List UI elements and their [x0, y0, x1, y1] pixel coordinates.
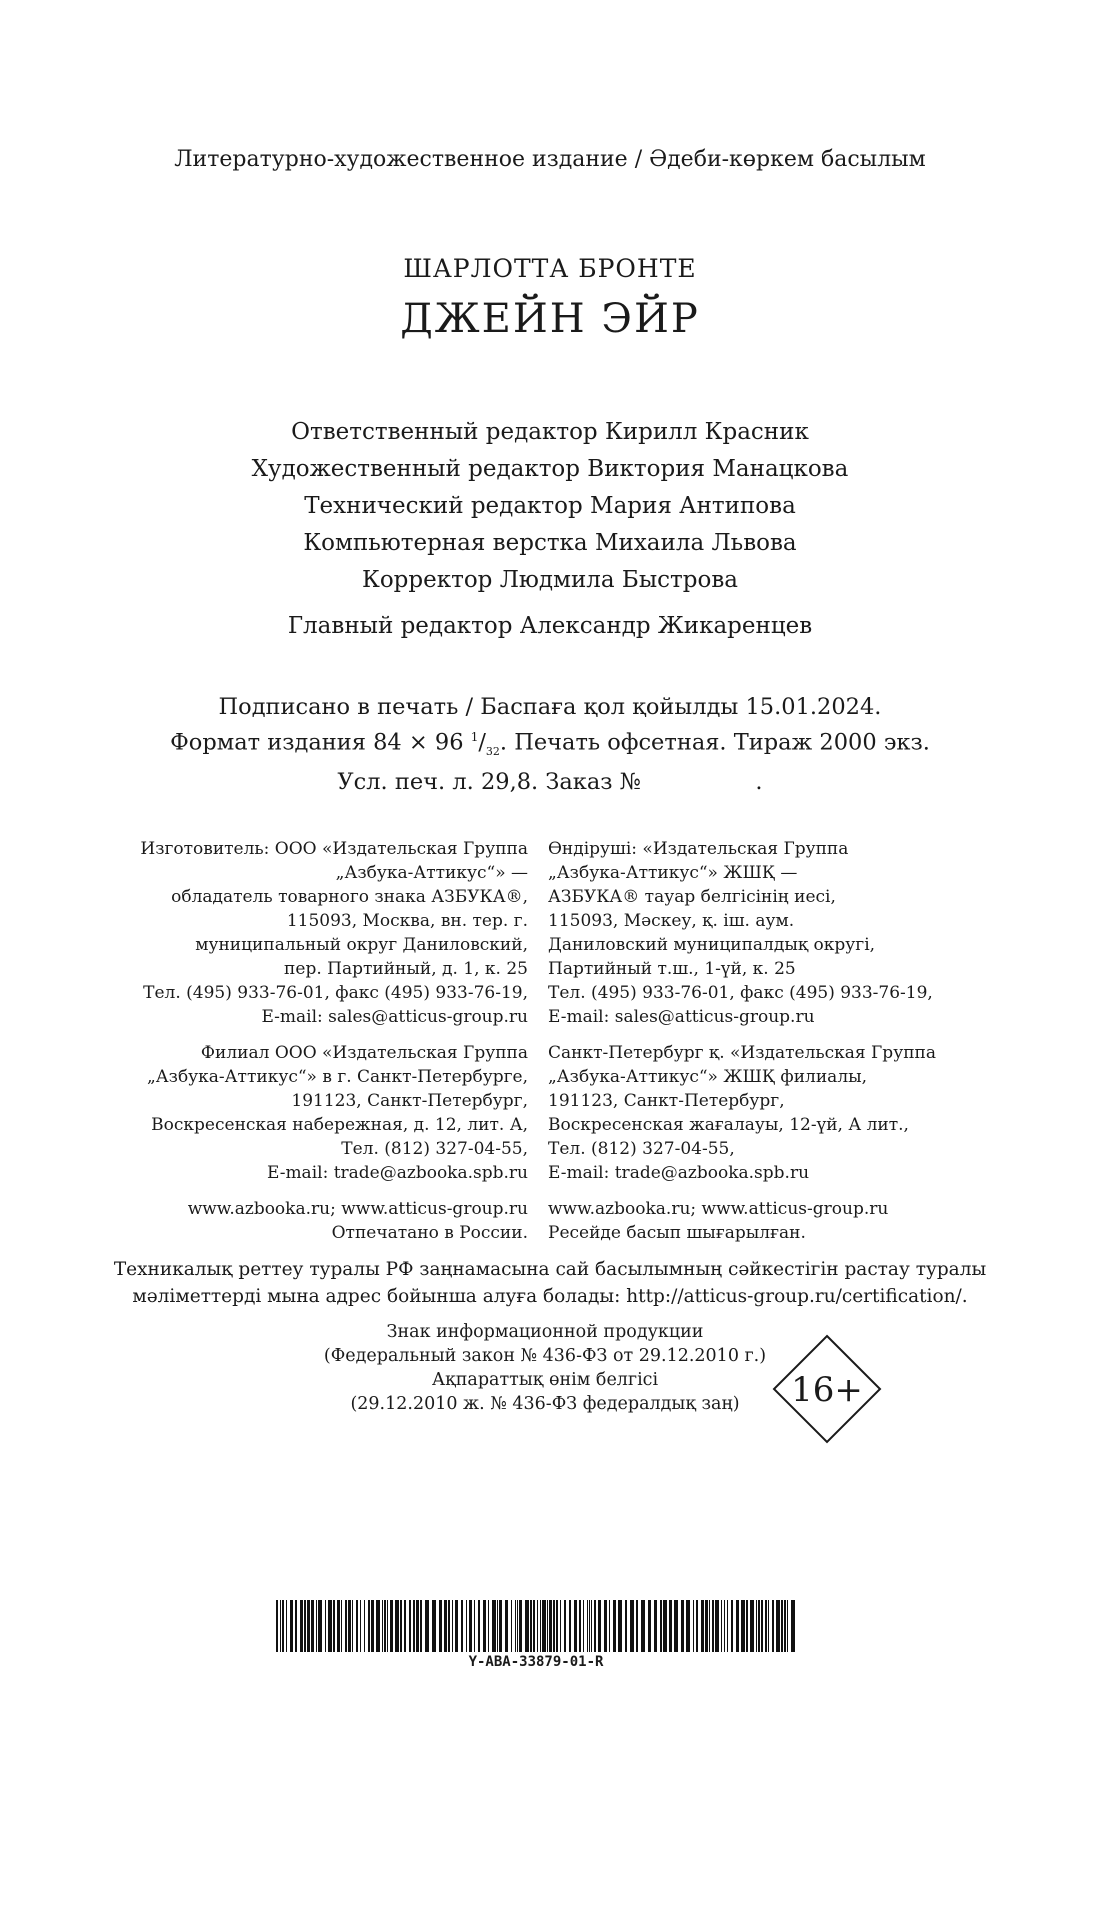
barcode-bar [686, 1600, 690, 1652]
barcode-bar [416, 1600, 419, 1652]
text-line: „Азбука-Аттикус“» — [335, 863, 528, 883]
staff-line: Ответственный редактор Кирилл Красник [291, 419, 809, 445]
branch-kz [548, 1041, 998, 1185]
barcode-bar [497, 1600, 498, 1652]
barcode-bar [328, 1600, 332, 1652]
book-title: ДЖЕЙН ЭЙР [400, 296, 700, 342]
text-line: 191123, Санкт-Петербург, [548, 1091, 785, 1111]
barcode-bar [505, 1600, 508, 1652]
barcode-bar [776, 1600, 780, 1652]
text-line: www.azbooka.ru; www.atticus-group.ru [548, 1199, 889, 1219]
publication-info [0, 692, 1100, 797]
barcode-bar [715, 1600, 719, 1652]
barcode-bar [348, 1600, 351, 1652]
text-line: Изготовитель: ООО «Издательская Группа [140, 839, 528, 859]
text-line: Партийный т.ш., 1-үй, к. 25 [548, 959, 796, 979]
text-line: обладатель товарного знака АЗБУКА®, [171, 887, 528, 907]
barcode-bar [345, 1600, 347, 1652]
barcode-bar [282, 1600, 284, 1652]
barcode-bar [765, 1600, 767, 1652]
format-line: Формат издания 84 × 96 $^1/_{32}$. Печать офсетная. Тираж 2000 экз. [170, 729, 930, 758]
barcode-bar [333, 1600, 335, 1652]
barcode-bar [761, 1600, 763, 1652]
barcode-bar [364, 1600, 365, 1652]
barcode-bar [466, 1600, 467, 1652]
barcode-bar [382, 1600, 383, 1652]
barcode-bar [660, 1600, 662, 1652]
barcode-bar [712, 1600, 714, 1652]
staff-line: Технический редактор Мария Антипова [304, 493, 796, 519]
barcode-bar [387, 1600, 388, 1652]
barcode-bar [721, 1600, 722, 1652]
text-line: Өндіруші: «Издательская Группа [548, 839, 849, 859]
barcode-bar [515, 1600, 516, 1652]
barcode-bar [569, 1600, 571, 1652]
text-line: АЗБУКА® тауар белгісінің иесі, [548, 887, 836, 907]
text-line: Воскресенская жағалауы, 12-үй, А лит., [548, 1115, 909, 1135]
barcode-bar [636, 1600, 638, 1652]
text-line: (29.12.2010 ж. № 436-ФЗ федералдық заң) [350, 1394, 740, 1414]
sheets-line: Усл. печ. л. 29,8. Заказ № . [337, 769, 763, 795]
barcode-bar [724, 1600, 725, 1652]
barcode-bar [630, 1600, 634, 1652]
text-line: Санкт-Петербург қ. «Издательская Группа [548, 1043, 936, 1063]
barcode-bar [530, 1600, 532, 1652]
barcode-bar [540, 1600, 541, 1652]
barcode-bar [589, 1600, 590, 1652]
barcode-bar [625, 1600, 627, 1652]
web-ru [100, 1197, 528, 1245]
text-line: E-mail: sales@atticus-group.ru [261, 1007, 528, 1027]
text-line: 191123, Санкт-Петербург, [291, 1091, 528, 1111]
text-line: Тел. (495) 933-76-01, факс (495) 933-76-19, [548, 983, 933, 1003]
tech-regulation [0, 1256, 1100, 1310]
text-line: 115093, Москва, вн. тер. г. [286, 911, 528, 931]
text-line: Знак информационной продукции [386, 1322, 704, 1342]
barcode-bar [791, 1600, 795, 1652]
barcode-bar [727, 1600, 728, 1652]
barcode-bar [337, 1600, 340, 1652]
barcode-bar [290, 1600, 293, 1652]
barcode-bar [432, 1600, 436, 1652]
edition-type: Литературно-художественное издание / Әдеби-көркем басылым [174, 147, 926, 172]
format-sub: 32 [485, 745, 500, 758]
barcode-bar [709, 1600, 710, 1652]
barcode-bar [591, 1600, 592, 1652]
barcode-bar [448, 1600, 450, 1652]
barcode-bar [280, 1600, 281, 1652]
barcode-bar [758, 1600, 760, 1652]
barcode-bar [618, 1600, 622, 1652]
barcode-bar [318, 1600, 322, 1652]
barcode-bar [587, 1600, 588, 1652]
barcode-bar [564, 1600, 566, 1652]
barcode-bar [390, 1600, 393, 1652]
barcode-bar [492, 1600, 496, 1652]
barcode-bar [641, 1600, 645, 1652]
barcode-bar [681, 1600, 684, 1652]
format-sup: 1 [470, 730, 479, 744]
text-line: мәліметтерді мына адрес бойынша алуға болады: http://atticus-group.ru/certification/. [132, 1286, 968, 1307]
staff-line: Корректор Людмила Быстрова [362, 567, 738, 593]
barcode-bar [781, 1600, 783, 1652]
barcode-bar [693, 1600, 694, 1652]
barcode-bar [736, 1600, 739, 1652]
staff-list [0, 414, 1100, 599]
format-suffix: . Печать офсетная. Тираж 2000 экз. [499, 729, 930, 756]
barcode-bar [478, 1600, 480, 1652]
info-product-sign [300, 1320, 790, 1416]
barcode-bar [533, 1600, 535, 1652]
barcode-bar [276, 1600, 278, 1652]
barcode-bar [384, 1600, 386, 1652]
barcode-bar [469, 1600, 472, 1652]
barcode-bar [395, 1600, 399, 1652]
text-line: Тел. (812) 327-04-55, [548, 1139, 735, 1159]
barcode-bar [356, 1600, 358, 1652]
barcode-bar [669, 1600, 672, 1652]
barcode-bar [304, 1600, 306, 1652]
barcode-bar [598, 1600, 601, 1652]
web-kz [548, 1197, 998, 1245]
text-line: Ақпараттық өнім белгісі [431, 1370, 659, 1390]
text-line: „Азбука-Аттикус“» ЖШҚ филиалы, [548, 1067, 868, 1087]
staff-line: Художественный редактор Виктория Манацкова [251, 456, 849, 482]
barcode-bar [316, 1600, 317, 1652]
barcode-text: Y-ABA-33879-01-R [468, 1654, 604, 1670]
barcode-bar [352, 1600, 353, 1652]
barcode-bar [311, 1600, 314, 1652]
manufacturer-ru [100, 837, 528, 1029]
text-line: Отпечатано в России. [331, 1223, 528, 1243]
barcode-bar [455, 1600, 458, 1652]
barcode-bar [286, 1600, 287, 1652]
barcode-bar [300, 1600, 303, 1652]
barcode-bar [307, 1600, 310, 1652]
barcode-bar [439, 1600, 442, 1652]
barcode-bar [400, 1600, 402, 1652]
barcode-bar [376, 1600, 380, 1652]
signed-date: Подписано в печать / Баспаға қол қойылды 15.01.2024. [218, 694, 882, 720]
barcode-bar [750, 1600, 754, 1652]
barcode-bar [756, 1600, 757, 1652]
barcode-bar [674, 1600, 678, 1652]
barcode-bar [525, 1600, 529, 1652]
text-line: Техникалық реттеу туралы РФ заңнамасына сай басылымның сәйкестігін растау туралы [113, 1259, 987, 1280]
barcode-bar [663, 1600, 667, 1652]
barcode-bar [409, 1600, 411, 1652]
barcode-bar [604, 1600, 607, 1652]
text-line: 115093, Мәскеу, қ. іш. аум. [548, 911, 795, 931]
barcode-bar [452, 1600, 453, 1652]
barcode-bar [553, 1600, 555, 1652]
barcode-bar [549, 1600, 552, 1652]
branch-ru [100, 1041, 528, 1185]
text-line: Ресейде басып шығарылған. [548, 1223, 806, 1243]
barcode-bar [560, 1600, 561, 1652]
barcode-bar [537, 1600, 538, 1652]
staff-line: Компьютерная верстка Михаила Львова [303, 530, 797, 556]
text-line: www.azbooka.ru; www.atticus-group.ru [187, 1199, 528, 1219]
barcode-bar [474, 1600, 475, 1652]
barcode-bar [768, 1600, 769, 1652]
barcode-bar [404, 1600, 406, 1652]
text-line: E-mail: trade@azbooka.spb.ru [548, 1163, 810, 1183]
barcode-bar [594, 1600, 596, 1652]
barcode-bar [488, 1600, 489, 1652]
text-line: Тел. (812) 327-04-55, [341, 1139, 528, 1159]
text-line: Воскресенская набережная, д. 12, лит. А, [151, 1115, 528, 1135]
barcode-bar [556, 1600, 558, 1652]
barcode-bar [574, 1600, 577, 1652]
text-line: Филиал ООО «Издательская Группа [200, 1043, 528, 1063]
text-line: (Федеральный закон № 436-ФЗ от 29.12.2010 г.) [323, 1346, 767, 1366]
barcode-bar [583, 1600, 584, 1652]
manufacturer-kz [548, 837, 998, 1029]
barcode-bar [787, 1600, 788, 1652]
barcode-bar [325, 1600, 326, 1652]
kazakh-column [548, 837, 998, 1257]
barcode-bar [519, 1600, 522, 1652]
text-line: „Азбука-Аттикус“» в г. Санкт-Петербурге, [146, 1067, 528, 1087]
barcode-bar [371, 1600, 374, 1652]
barcode-bar [368, 1600, 370, 1652]
chief-editor: Главный редактор Александр Жикаренцев [287, 613, 813, 639]
age-rating-badge [772, 1334, 882, 1444]
barcode-bar [772, 1600, 774, 1652]
barcode-bar [444, 1600, 447, 1652]
barcode-bar [648, 1600, 651, 1652]
barcode-bar [705, 1600, 708, 1652]
barcode-bar [483, 1600, 486, 1652]
barcode-bar [341, 1600, 342, 1652]
barcode-bar [413, 1600, 415, 1652]
barcode-bar [511, 1600, 512, 1652]
barcode-bar [741, 1600, 745, 1652]
barcode-bar [542, 1600, 546, 1652]
text-line: Тел. (495) 933-76-01, факс (495) 933-76-19, [143, 983, 528, 1003]
barcode-bar [613, 1600, 616, 1652]
barcode-bar [654, 1600, 657, 1652]
barcode-bar [425, 1600, 429, 1652]
text-line: Даниловский муниципалдық округі, [548, 935, 876, 955]
barcode-bar [701, 1600, 704, 1652]
barcode-bar [731, 1600, 733, 1652]
format-prefix: Формат издания 84 × 96 [170, 729, 471, 756]
text-line: E-mail: trade@azbooka.spb.ru [266, 1163, 528, 1183]
barcode-bar [784, 1600, 786, 1652]
barcode-bar [579, 1600, 581, 1652]
barcode-bar [609, 1600, 610, 1652]
barcode-bar [360, 1600, 361, 1652]
text-line: E-mail: sales@atticus-group.ru [548, 1007, 815, 1027]
age-rating-text: 16+ [791, 1370, 863, 1410]
book-author: ШАРЛОТТА БРОНТЕ [403, 254, 697, 283]
russian-column [100, 837, 528, 1257]
barcode-bar [547, 1600, 548, 1652]
barcode-bar [696, 1600, 698, 1652]
barcode-bar [461, 1600, 463, 1652]
barcode-bar [295, 1600, 297, 1652]
text-line: „Азбука-Аттикус“» ЖШҚ — [548, 863, 798, 883]
barcode-bar [420, 1600, 422, 1652]
text-line: пер. Партийный, д. 1, к. 25 [284, 959, 528, 979]
barcode-bar [499, 1600, 502, 1652]
barcode [276, 1600, 796, 1652]
text-line: муниципальный округ Даниловский, [195, 935, 528, 955]
barcode-bar [746, 1600, 748, 1652]
barcode-bar [517, 1600, 518, 1652]
